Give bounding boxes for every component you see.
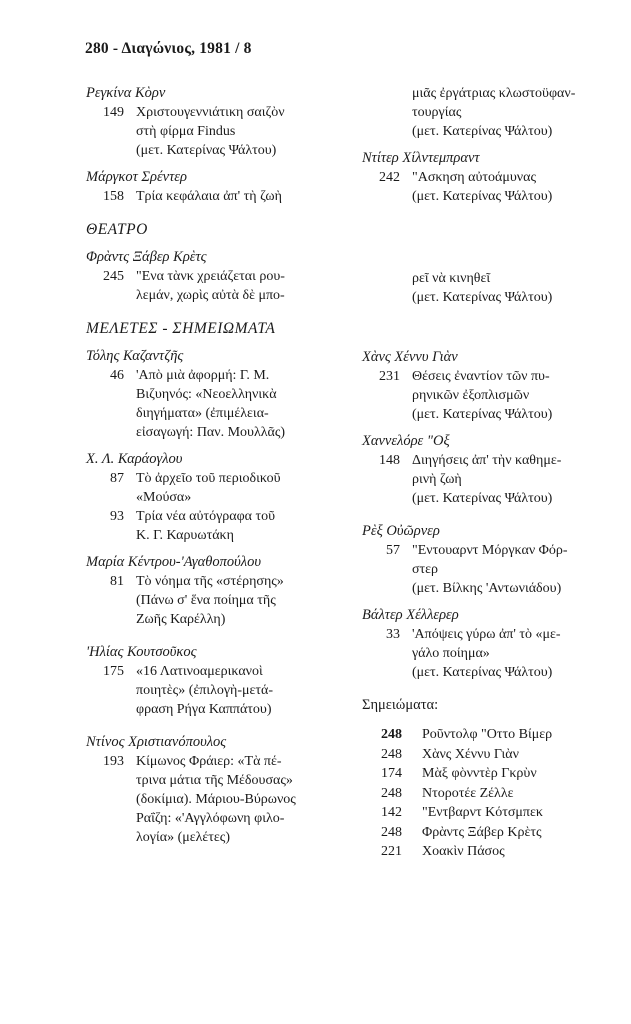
page-number: 193 xyxy=(103,754,124,769)
entry-title-line: "Ενα τὰνκ χρειάζεται ρου- xyxy=(136,269,285,284)
entry-title-line: "Ασκηση αὐτοάμυνας xyxy=(412,170,536,185)
author-name: Ντίνος Χριστιανόπουλος xyxy=(86,734,227,750)
continued-entry xyxy=(362,84,627,141)
entry-title-line: Βιζυηνός: «Νεοελληνικὰ xyxy=(136,387,277,402)
entry-title-line: Τὸ ἀρχεῖο τοῦ περιοδικοῦ xyxy=(136,471,281,486)
index-entry xyxy=(86,366,351,442)
page-number: 174 xyxy=(381,766,402,781)
page-number: 248 xyxy=(381,746,402,762)
author-name: Χὰνς Χέννυ Γιὰν xyxy=(362,349,458,365)
entry-title-line: Κίμωνος Φράιερ: «Τὰ πέ- xyxy=(136,754,282,769)
right-column xyxy=(362,84,627,862)
index-entry xyxy=(362,168,627,206)
note-item xyxy=(362,842,627,862)
note-name: Ντοροτέε Ζέλλε xyxy=(422,785,514,801)
author-name: Χ. Λ. Καράογλου xyxy=(86,451,183,467)
entry-title-line: στερ xyxy=(412,562,439,577)
entry-title-line: (μετ. Κατερίνας Ψάλτου) xyxy=(412,665,553,680)
index-entry xyxy=(86,187,351,206)
entry-title-line: (δοκίμια). Μάριου-Βύρωνος xyxy=(136,792,296,807)
page-number: 149 xyxy=(103,105,124,120)
entry-title-line: Ραΐζη: «'Αγγλόφωνη φιλο- xyxy=(136,811,285,826)
entry-title-line: ρηνικῶν ἐξοπλισμῶν xyxy=(412,388,530,403)
entry-title-line: Κ. Γ. Καρυωτάκη xyxy=(136,528,234,543)
index-entry xyxy=(86,662,351,719)
page-number: 142 xyxy=(381,805,402,820)
note-item xyxy=(362,823,627,843)
page-number: 175 xyxy=(103,664,124,679)
section-heading-studies: ΜΕΛΕΤΕΣ - ΣΗΜΕΙΩΜΑΤΑ xyxy=(86,320,276,337)
entry-title-line: Θέσεις ἐναντίον τῶν πυ- xyxy=(412,369,550,384)
left-column xyxy=(86,84,351,847)
page-number: 248 xyxy=(381,785,402,801)
entry-title-line: φραση Ρήγα Καππάτου) xyxy=(136,702,272,717)
entry-title-line: ποιητὲς» (ἐπιλογὴ-μετά- xyxy=(136,683,274,698)
index-entry xyxy=(362,367,627,424)
entry-title-line: μιᾶς ἐργάτριας κλωστοϋφαν- xyxy=(412,86,576,101)
note-name: Χὰνς Χέννυ Γιὰν xyxy=(422,746,519,762)
note-name: Χοακὶν Πάσος xyxy=(422,844,505,859)
entry-title-line: (μετ. Κατερίνας Ψάλτου) xyxy=(136,143,277,158)
entry-title-line: τουργίας xyxy=(412,105,462,120)
entry-title-line: «16 Λατινοαμερικανοὶ xyxy=(136,664,263,679)
entry-title-line: Χριστουγεννιάτικη σαιζὸν xyxy=(136,105,285,120)
entry-title-line: διηγήματα» (ἐπιμέλεια- xyxy=(136,406,269,421)
index-entry xyxy=(362,451,627,508)
index-entry xyxy=(362,625,627,682)
entry-title-line: Τρία νέα αὐτόγραφα τοῦ xyxy=(136,509,276,524)
entry-title-line: Διηγήσεις ἀπ' τὴν καθημε- xyxy=(412,453,562,468)
note-name: Φρὰντς Ξάβερ Κρὲτς xyxy=(422,824,542,840)
entry-title-line: (μετ. Βίλκης 'Αντωνιάδου) xyxy=(412,581,562,596)
entry-title-line: Τρία κεφάλαια ἀπ' τὴ ζωὴ xyxy=(136,189,282,204)
entry-title-line: 'Απὸ μιὰ ἀφορμή: Γ. Μ. xyxy=(136,368,270,383)
note-name: Μὰξ φὸνντὲρ Γκρὺν xyxy=(422,766,537,781)
entry-title-line: (μετ. Κατερίνας Ψάλτου) xyxy=(412,290,553,305)
page-number: 148 xyxy=(379,453,400,468)
author-name: Ντίτερ Χίλντεμπραντ xyxy=(362,150,480,166)
entry-title-line: ρινὴ ζωὴ xyxy=(412,472,462,487)
entry-title-line: ρεῖ νὰ κινηθεῖ xyxy=(412,271,491,286)
index-entry xyxy=(86,752,351,847)
page-number: 221 xyxy=(381,844,402,859)
entry-title-line: εἰσαγωγή: Παν. Μουλλᾶς) xyxy=(136,425,286,440)
author-name: Φρὰντς Ξάβερ Κρὲτς xyxy=(86,249,207,265)
entry-title-line: (μετ. Κατερίνας Ψάλτου) xyxy=(412,189,553,204)
entry-title-line: (μετ. Κατερίνας Ψάλτου) xyxy=(412,491,553,506)
page-number: 248 xyxy=(381,727,402,742)
page-number: 81 xyxy=(110,574,124,589)
entry-title-line: τρινα μάτια τῆς Μέδουσας» xyxy=(136,773,293,788)
entry-title-line: λεμάν, χωρὶς αὐτὰ δὲ μπο- xyxy=(136,288,285,303)
page-number: 93 xyxy=(110,509,124,524)
author-name: Μάργκοτ Σρέντερ xyxy=(86,169,187,185)
index-entry xyxy=(86,469,351,507)
entry-title-line: «Μούσα» xyxy=(136,490,192,505)
section-heading-theatre: ΘΕΑΤΡΟ xyxy=(86,221,148,238)
continued-entry xyxy=(362,269,627,307)
note-item xyxy=(362,745,627,765)
author-name: 'Ηλίας Κουτσοῦκος xyxy=(86,644,197,660)
author-name: Μαρία Κέντρου-'Αγαθοπούλου xyxy=(86,554,261,570)
entry-title-line: (μετ. Κατερίνας Ψάλτου) xyxy=(412,124,553,139)
entry-title-line: 'Απόψεις γύρω ἀπ' τὸ «με- xyxy=(412,627,561,642)
note-item xyxy=(362,803,627,823)
page-number: 46 xyxy=(110,368,124,383)
author-name: Ρὲξ Οὐῶρνερ xyxy=(362,523,440,539)
entry-title-line: (Πάνω σ' ἕνα ποίημα τῆς xyxy=(136,593,276,608)
entry-title-line: γάλο ποίημα» xyxy=(412,646,490,661)
entry-title-line: (μετ. Κατερίνας Ψάλτου) xyxy=(412,407,553,422)
entry-title-line: Ζωῆς Καρέλλη) xyxy=(136,612,226,627)
author-name: Τόλης Καζαντζῆς xyxy=(86,348,184,364)
notes-heading: Σημειώματα: xyxy=(362,697,439,713)
page-number: 158 xyxy=(103,189,124,204)
author-name: Βάλτερ Χέλλερερ xyxy=(362,607,459,623)
page-number: 87 xyxy=(110,471,124,486)
page-number: 248 xyxy=(381,824,402,840)
page-number: 33 xyxy=(386,627,400,642)
index-entry xyxy=(362,541,627,598)
note-item xyxy=(362,784,627,804)
note-name: Ροῦντολφ "Οττο Βίμερ xyxy=(422,727,553,742)
page-number: 231 xyxy=(379,369,400,384)
page-number: 242 xyxy=(379,170,400,185)
entry-title-line: στὴ φίρμα Findus xyxy=(136,124,236,139)
index-entry xyxy=(86,103,351,160)
index-entry xyxy=(86,572,351,629)
entry-title-line: "Εντουαρντ Μόργκαν Φόρ- xyxy=(412,543,568,558)
note-name: "Εντβαρντ Κότσμπεκ xyxy=(422,805,543,820)
note-item xyxy=(362,764,627,784)
index-entry xyxy=(86,267,351,305)
entry-title-line: Τὸ νόημα τῆς «στέρησης» xyxy=(136,574,284,589)
author-name: Ρεγκίνα Κὸρν xyxy=(86,85,166,101)
index-entry xyxy=(86,507,351,545)
page-number: 245 xyxy=(103,269,124,284)
note-item xyxy=(362,725,627,745)
author-name: Χαννελόρε "Οξ xyxy=(362,433,450,449)
page-header: 280 - Διαγώνιος, 1981 / 8 xyxy=(85,40,252,57)
page-number: 57 xyxy=(386,543,400,558)
entry-title-line: λογία» (μελέτες) xyxy=(136,830,231,845)
